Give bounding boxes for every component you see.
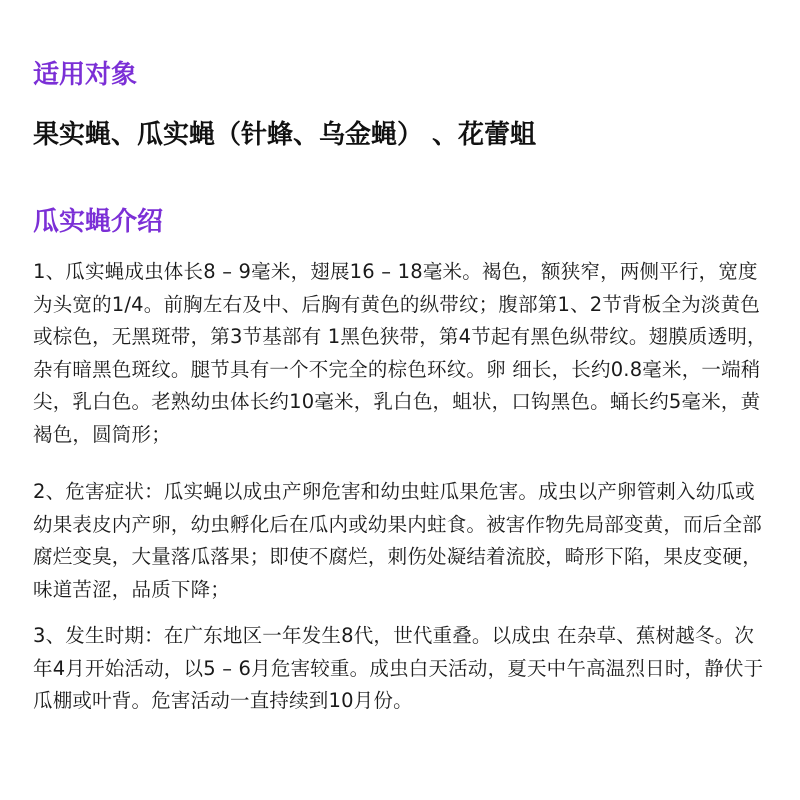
- section-title-melon-fly-intro: 瓜实蝇介绍: [33, 207, 164, 237]
- applicable-targets-text: 果实蝇、瓜实蝇（针蜂、乌金蝇） 、花蕾蛆: [33, 120, 537, 150]
- section-title-applicable-targets: 适用对象: [33, 60, 138, 90]
- paragraph-occurrence-period: 3、发生时期：在广东地区一年发生8代，世代重叠。以成虫 在杂草、蕉树越冬。次年4月开始活动，以5 – 6月危害较重。成虫白天活动，夏天中午高温烈日时，静伏于瓜棚或叶背。危害活动一直持续到10月份。: [33, 624, 764, 713]
- paragraph-morphology: 1、瓜实蝇成虫体长8 – 9毫米，翅展16 – 18毫米。褐色，额狭窄，两侧平行，宽度为头宽的1/4。前胸左右及中、后胸有黄色的纵带纹；腹部第1、2节背板全为淡黄色或棕色，无黑斑带，第3节基部有 1黑色狭带，第4节起有黑色纵带纹。翅膜质透明，杂有暗黑色斑纹。腿节具有一个不完全的棕色环纹。卵 细长，长约0.8毫米，一端稍尖，乳白色。老熟幼虫体长约10毫米，乳白色，蛆状，口钩黑色。蛹长约5毫米，黄褐色，圆筒形；: [33, 260, 767, 446]
- paragraph-damage-symptoms: 2、危害症状：瓜实蝇以成虫产卵危害和幼虫蛀瓜果危害。成虫以产卵管刺入幼瓜或幼果表皮内产卵，幼虫孵化后在瓜内或幼果内蛀食。被害作物先局部变黄，而后全部腐烂变臭，大量落瓜落果；即使不腐烂，刺伤处凝结着流胶，畸形下陷，果皮变硬，味道苦涩，品质下降；: [33, 480, 762, 601]
